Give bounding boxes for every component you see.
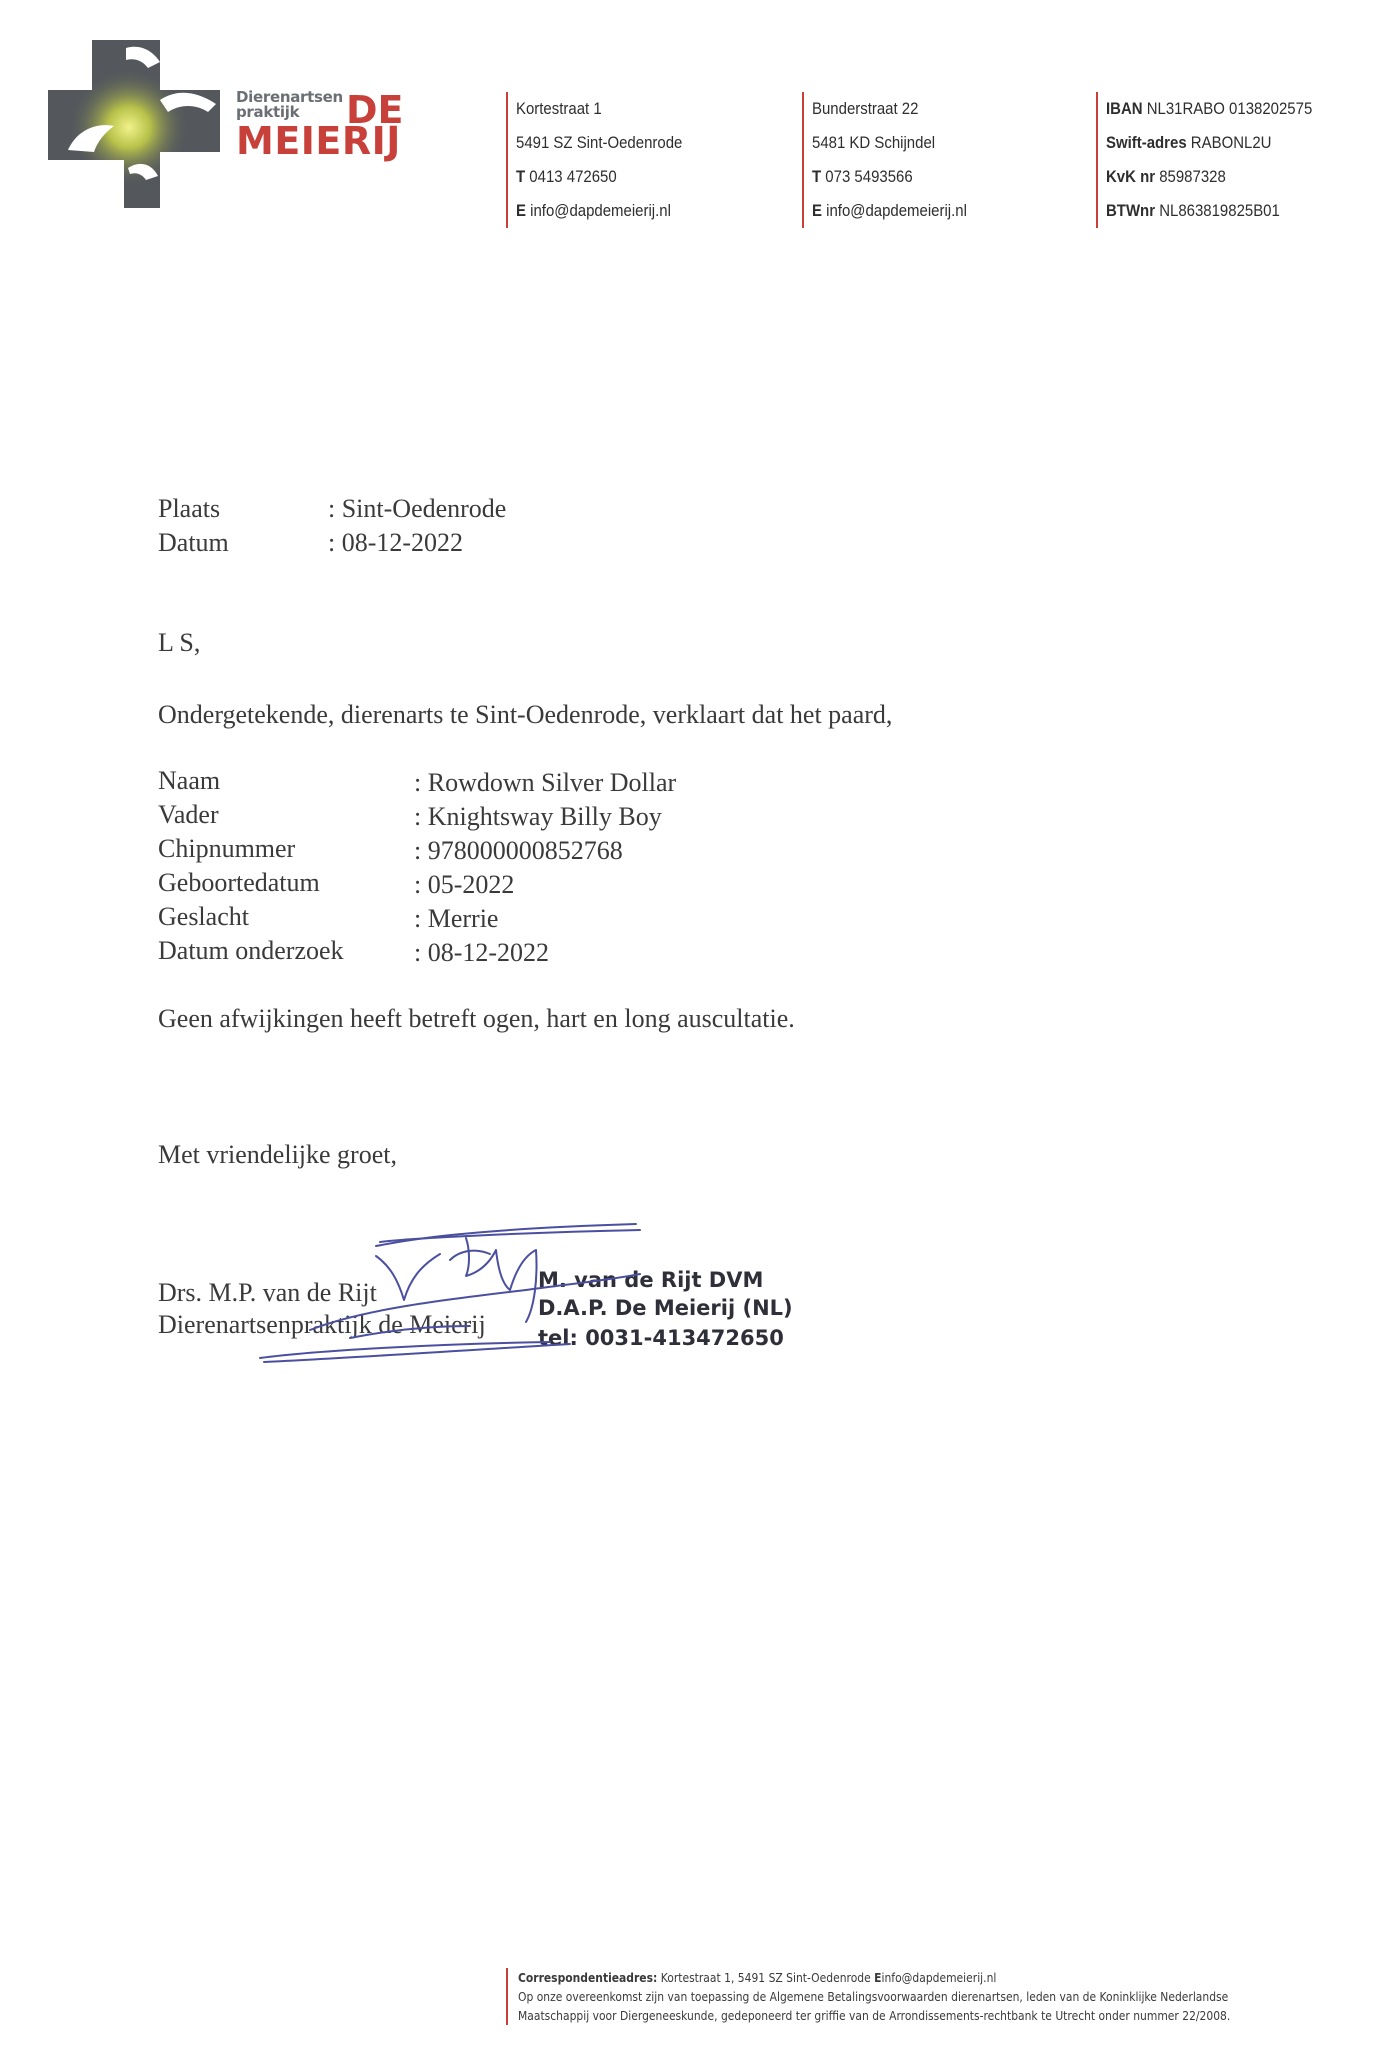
plaats-label: Plaats	[158, 494, 221, 523]
datum-label: Datum	[158, 528, 229, 557]
bank-details-column	[1096, 92, 1340, 228]
street: Bunderstraat 22	[812, 99, 919, 118]
field-label-naam: Naam	[158, 766, 221, 795]
finding-statement: Geen afwijkingen heeft betreft ogen, hart en long auscultatie.	[158, 1004, 795, 1033]
postal-city: 5491 SZ Sint-Oedenrode	[516, 133, 683, 152]
logo-text-meierij: MEIERIJ	[236, 119, 401, 163]
footer-correspondence-label: Correspondentieadres:	[518, 1970, 658, 1985]
closing: Met vriendelijke groet,	[158, 1140, 397, 1169]
street: Kortestraat 1	[516, 99, 602, 118]
logo-text-de: DE	[346, 88, 404, 132]
intro-sentence: Ondergetekende, dierenarts te Sint-Oedenrode, verklaart dat het paard,	[158, 700, 893, 729]
animal-cross-logo-icon	[48, 40, 220, 208]
logo-text-praktijk: praktijk	[236, 103, 300, 121]
field-value-geboortedatum: : 05-2022	[414, 870, 515, 899]
address-column-sint-oedenrode	[506, 92, 705, 228]
field-label-datum-onderzoek: Datum onderzoek	[158, 936, 344, 965]
email-link[interactable]: info@dapdemeierij.nl	[826, 201, 967, 220]
logo-wordmark	[236, 88, 404, 163]
datum-value: : 08-12-2022	[328, 528, 464, 557]
btw-line: BTWnr NL863819825B01	[1106, 201, 1280, 220]
email-link[interactable]: info@dapdemeierij.nl	[530, 201, 671, 220]
field-label-geboortedatum: Geboortedatum	[158, 868, 320, 897]
stamp-line-phone: tel: 0031-413472650	[538, 1326, 784, 1350]
handwritten-signature-icon	[240, 1210, 680, 1370]
kvk-line: KvK nr 85987328	[1106, 167, 1226, 186]
signer-organisation: Dierenartsenpraktijk de Meierij	[158, 1310, 486, 1339]
phone-line: T 073 5493566	[812, 167, 913, 186]
salutation: L S,	[158, 628, 201, 657]
field-value-naam: : Rowdown Silver Dollar	[414, 768, 677, 797]
logo-text-dierenartsen: Dierenartsen	[236, 88, 343, 106]
iban-line: IBAN NL31RABO 0138202575	[1106, 99, 1313, 118]
email-line: E info@dapdemeierij.nl	[516, 201, 671, 220]
field-value-datum-onderzoek: : 08-12-2022	[414, 938, 550, 967]
signer-name: Drs. M.P. van de Rijt	[158, 1278, 377, 1307]
phone-line: T 0413 472650	[516, 167, 617, 186]
phone-number: 0413 472650	[529, 167, 617, 186]
address-column-schijndel	[802, 92, 988, 228]
plaats-value: : Sint-Oedenrode	[328, 494, 507, 523]
field-value-vader: : Knightsway Billy Boy	[414, 802, 662, 831]
phone-number: 073 5493566	[825, 167, 913, 186]
email-line: E info@dapdemeierij.nl	[812, 201, 967, 220]
footer-email-link[interactable]: info@dapdemeierij.nl	[881, 1970, 997, 1985]
footer	[506, 1968, 1346, 2025]
field-value-geslacht: : Merrie	[414, 904, 499, 933]
footer-terms-line1: Op onze overeenkomst zijn van toepassing de Algemene Betalingsvoorwaarden dierenartsen, leden van de Koninklijke Nederlandse	[518, 1989, 1229, 2004]
postal-city: 5481 KD Schijndel	[812, 133, 936, 152]
swift-line: Swift-adres RABONL2U	[1106, 133, 1272, 152]
stamp-line-practice: D.A.P. De Meierij (NL)	[538, 1296, 793, 1320]
field-label-vader: Vader	[158, 800, 219, 829]
footer-correspondence: Correspondentieadres: Kortestraat 1, 5491 SZ Sint-Oedenrode Einfo@dapdemeierij.nl	[518, 1970, 997, 1985]
field-label-chipnummer: Chipnummer	[158, 834, 296, 863]
field-value-chipnummer: : 978000000852768	[414, 836, 623, 865]
field-label-geslacht: Geslacht	[158, 902, 249, 931]
stamp-line-name: M. van de Rijt DVM	[538, 1268, 764, 1292]
footer-terms-line2: Maatschappij voor Diergeneeskunde, gedeponeerd ter griffie van de Arrondissements-rechtbank te Utrecht onder nummer 22/2008.	[518, 2008, 1231, 2023]
